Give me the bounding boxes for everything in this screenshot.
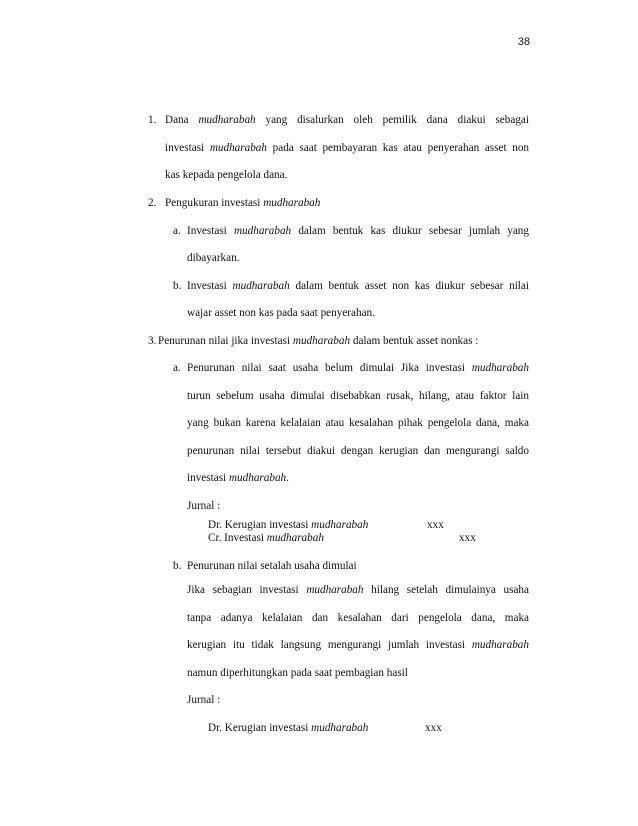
- item-2-number: 2.: [148, 197, 157, 209]
- item-2b-line-1: Investasi mudharabah dalam bentuk asset non kas diukur sebesar nilai: [187, 280, 529, 292]
- page-number: 38: [517, 36, 530, 48]
- item-3b-jurnal-label: Jurnal :: [187, 694, 221, 706]
- item-1-line-3: kas kepada pengelola dana.: [165, 169, 288, 181]
- item-2a-line-1: Investasi mudharabah dalam bentuk kas diukur sebesar jumlah yang: [187, 225, 529, 237]
- item-3b-line-4: namun diperhitungkan pada saat pembagian hasil: [187, 667, 408, 679]
- item-3a-label: a.: [173, 362, 181, 374]
- item-1-line-1: Dana mudharabah yang disalurkan oleh pemilik dana diakui sebagai: [165, 114, 529, 126]
- item-3b-line-1: Jika sebagian investasi mudharabah hilang setelah dimulainya usaha: [187, 584, 529, 596]
- item-3b-line-3: kerugian itu tidak langsung mengurangi jumlah investasi mudharabah: [187, 639, 529, 651]
- item-1-number: 1.: [148, 114, 157, 126]
- item-1-line-2: investasi mudharabah pada saat pembayaran kas atau penyerahan asset non: [165, 142, 530, 154]
- item-3a-line-2: turun sebelum usaha dimulai disebabkan rusak, hilang, atau faktor lain: [187, 390, 529, 402]
- item-2-heading: Pengukuran investasi mudharabah: [165, 197, 321, 209]
- item-3b-line-2: tanpa adanya kelalaian dan kesalahan dari pengelola dana, maka: [187, 612, 529, 624]
- item-3a-line-5: investasi mudharabah.: [187, 472, 289, 484]
- item-3a-line-1: Penurunan nilai saat usaha belum dimulai Jika investasi mudharabah: [187, 362, 529, 374]
- item-3a-journal-credit: Cr. Investasi mudharabah: [208, 532, 324, 544]
- item-3a-journal-debit: Dr. Kerugian investasi mudharabah: [208, 519, 369, 531]
- item-2a-label: a.: [173, 225, 181, 237]
- item-3a-line-3: yang bukan karena kelalaian atau kesalahan pihak pengelola dana, maka: [187, 417, 529, 429]
- item-3-heading: Penurunan nilai jika investasi mudharabah dalam bentuk asset nonkas :: [158, 335, 479, 347]
- item-3b-debit-amount: xxx: [425, 722, 442, 734]
- item-3b-heading: Penurunan nilai setalah usaha dimulai: [187, 560, 357, 572]
- item-3a-credit-amount: xxx: [459, 532, 476, 544]
- item-3-number: 3.: [148, 335, 157, 347]
- item-2b-label: b.: [173, 280, 182, 292]
- item-2b-line-2: wajar asset non kas pada saat penyerahan.: [187, 307, 375, 319]
- item-3b-label: b.: [173, 560, 182, 572]
- item-3a-line-4: penurunan nilai tersebut diakui dengan kerugian dan mengurangi saldo: [187, 445, 529, 457]
- item-3a-jurnal-label: Jurnal :: [187, 500, 221, 512]
- item-2a-line-2: dibayarkan.: [187, 252, 240, 264]
- item-3a-debit-amount: xxx: [427, 519, 444, 531]
- item-3b-journal-debit: Dr. Kerugian investasi mudharabah: [208, 722, 369, 734]
